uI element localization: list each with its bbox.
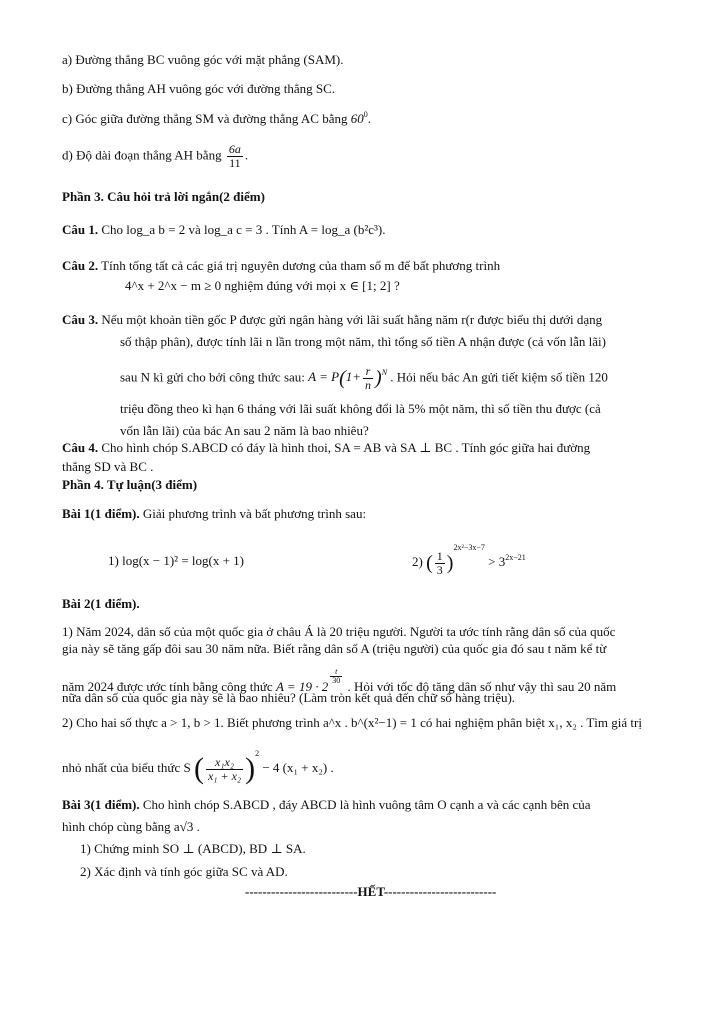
bai2-p1-line2: gia này sẽ tăng gấp đôi sau 30 năm nữa. Biết rằng dân số A (triệu người) của quốc gia đó sau t năm kể từ: [62, 641, 607, 656]
q4-label: Câu 4.: [62, 440, 99, 455]
bai3-label: Bài 3(1 điểm).: [62, 797, 140, 812]
bai2-p2-tail: − 4 (x₁ + x₂) .: [262, 760, 334, 775]
bai1-text: Giải phương trình và bất phương trình sau:: [142, 506, 367, 521]
bai2-p1-line3b: . Hỏi với tốc độ tăng dân số như vậy thì sau 20 năm: [347, 679, 617, 694]
item-d: d) Độ dài đoạn thẳng AH bằng $\frac{6a}{11}$ .: [62, 142, 249, 170]
item-c-degree: 0: [363, 110, 368, 119]
item-d-num: 6a: [228, 142, 241, 156]
bai1-label: Bài 1(1 điểm).: [62, 506, 140, 521]
q3-line4: triệu đồng theo kì hạn 6 tháng với lãi suất không đổi là 5% một năm, thì số tiền thu được (cả: [120, 401, 601, 416]
bai2-p2-line2: nhỏ nhất của biểu thức S ( $\frac{\text{x₁x₂}}{\text{x₁ + x₂}}$ )$^2$ − 4 (x₁ + x₂) .: [62, 749, 334, 786]
q4: [62, 440, 590, 456]
bai2-p1-line3a: năm 2024 được ước tính bằng công thức: [62, 679, 273, 694]
bai2-exp-den: 30: [332, 676, 341, 685]
bai1-eq1: 1) log(x − 1)² = log(x + 1): [108, 553, 245, 568]
item-a: a) Đường thẳng BC vuông góc với mặt phẳng (SAM).: [62, 52, 344, 67]
q1-label: Câu 1.: [62, 222, 99, 237]
bai1-eq2: 2) ( $\frac{1}{3}$ )$^{2x^2-3x-7} > 3^{2x-21}$: [412, 543, 526, 577]
q2-text: Tính tổng tất cả các giá trị nguyên dương của tham số m để bất phương trình: [101, 258, 501, 273]
q2-formula: 4^x + 2^x − m ≥ 0 nghiệm đúng với mọi x ∈ [1; 2] ?: [125, 278, 400, 293]
q3-line3b: . Hỏi nếu bác An gửi tiết kiệm số tiền 120: [390, 369, 608, 385]
q3-line2: số thập phân), được tính lãi n lần trong một năm, thì tổng số tiền A nhận được (cả vốn lẫn lãi): [120, 334, 607, 349]
q4-line1: Cho hình chóp S.ABCD có đáy là hình thoi, SA = AB và SA ⊥ BC . Tính góc giữa hai đường: [101, 440, 591, 455]
bai3: [62, 797, 591, 813]
part3-heading: Phần 3. Câu hỏi trả lời ngắn(2 điểm): [62, 189, 265, 204]
q1: [62, 222, 385, 238]
bai3-line2: hình chóp cùng bằng a√3 .: [62, 819, 200, 834]
bai2-p1-formula: A = 19 · 2: [275, 679, 329, 694]
part4-heading: Phần 4. Tự luận(3 điểm): [62, 477, 198, 492]
bai1: [62, 506, 366, 522]
item-d-den: 11: [229, 156, 241, 170]
bai1-eq2-label: 2): [412, 554, 423, 569]
q3-label: Câu 3.: [62, 312, 99, 327]
item-b: b) Đường thẳng AH vuông góc với đường thẳng SC.: [62, 81, 336, 96]
item-c-angle: 60: [350, 111, 364, 126]
q3-line5: vốn lẫn lãi) của bác An sau 2 năm là bao nhiêu?: [120, 423, 369, 438]
bai3-line1: Cho hình chóp S.ABCD , đáy ABCD là hình vuông tâm O cạnh a và các cạnh bên của: [142, 797, 591, 812]
bai1-eq2-rhs-exp: 2x−21: [505, 553, 526, 562]
q3-line1: Nếu một khoản tiền gốc P được gửi ngân hàng với lãi suất hằng năm r(r được biểu thị dưới dạng: [101, 312, 603, 327]
q3: [62, 312, 602, 328]
q4-line2: thẳng SD và BC .: [62, 459, 154, 474]
bai1-eq2-rhs: > 3: [488, 554, 506, 569]
item-c: c) Góc giữa đường thẳng SM và đường thẳng AC bằng $60^0$.: [62, 110, 371, 126]
bai2-p2-den: x₁ + x₂: [207, 768, 242, 783]
bai2-p2-line1: 2) Cho hai số thực a > 1, b > 1. Biết phương trình a^x . b^(x²−1) = 1 có hai nghiệm phân biệt x₁, x₂ . Tìm giá trị: [62, 715, 642, 730]
bai2-p1-line4: nữa dân số của quốc gia này sẽ là bao nhiêu? (Làm tròn kết quả đến chữ số hàng triệu).: [62, 690, 516, 705]
q3-formula: A = P(1+ $\frac{r}{n}$ )$^N$: [308, 364, 388, 392]
bai2-p2-num: x₁x₂: [206, 756, 243, 770]
q2: [62, 258, 500, 274]
bai2-exp-num: t: [330, 668, 342, 677]
bai3-item1: 1) Chứng minh SO ⊥ (ABCD), BD ⊥ SA.: [80, 841, 306, 856]
q3-line3a: sau N kì gửi cho bởi công thức sau:: [120, 369, 305, 385]
bai2-p2-line2a: nhỏ nhất của biểu thức S: [62, 760, 191, 775]
q1-text: Cho log_a b = 2 và log_a c = 3 . Tính A = log_a (b²c³).: [101, 222, 386, 237]
item-d-fraction: [227, 143, 243, 170]
item-d-text: d) Độ dài đoạn thẳng AH bằng: [62, 147, 222, 163]
q3-line3: [120, 365, 608, 392]
bai2-p1-line1: 1) Năm 2024, dân số của một quốc gia ở châu Á là 20 triệu người. Người ta ước tính rằng dân số của quốc: [62, 624, 616, 639]
bai1-eq2-exp: 2x²−3x−7: [453, 543, 485, 552]
item-c-text: c) Góc giữa đường thẳng SM và đường thẳng AC bằng: [62, 111, 348, 126]
end-marker: --------------------------HẾT--------------------------: [245, 884, 497, 899]
bai3-item2: 2) Xác định và tính góc giữa SC và AD.: [80, 864, 288, 879]
bai2-label: Bài 2(1 điểm).: [62, 596, 140, 611]
q2-label: Câu 2.: [62, 258, 99, 273]
